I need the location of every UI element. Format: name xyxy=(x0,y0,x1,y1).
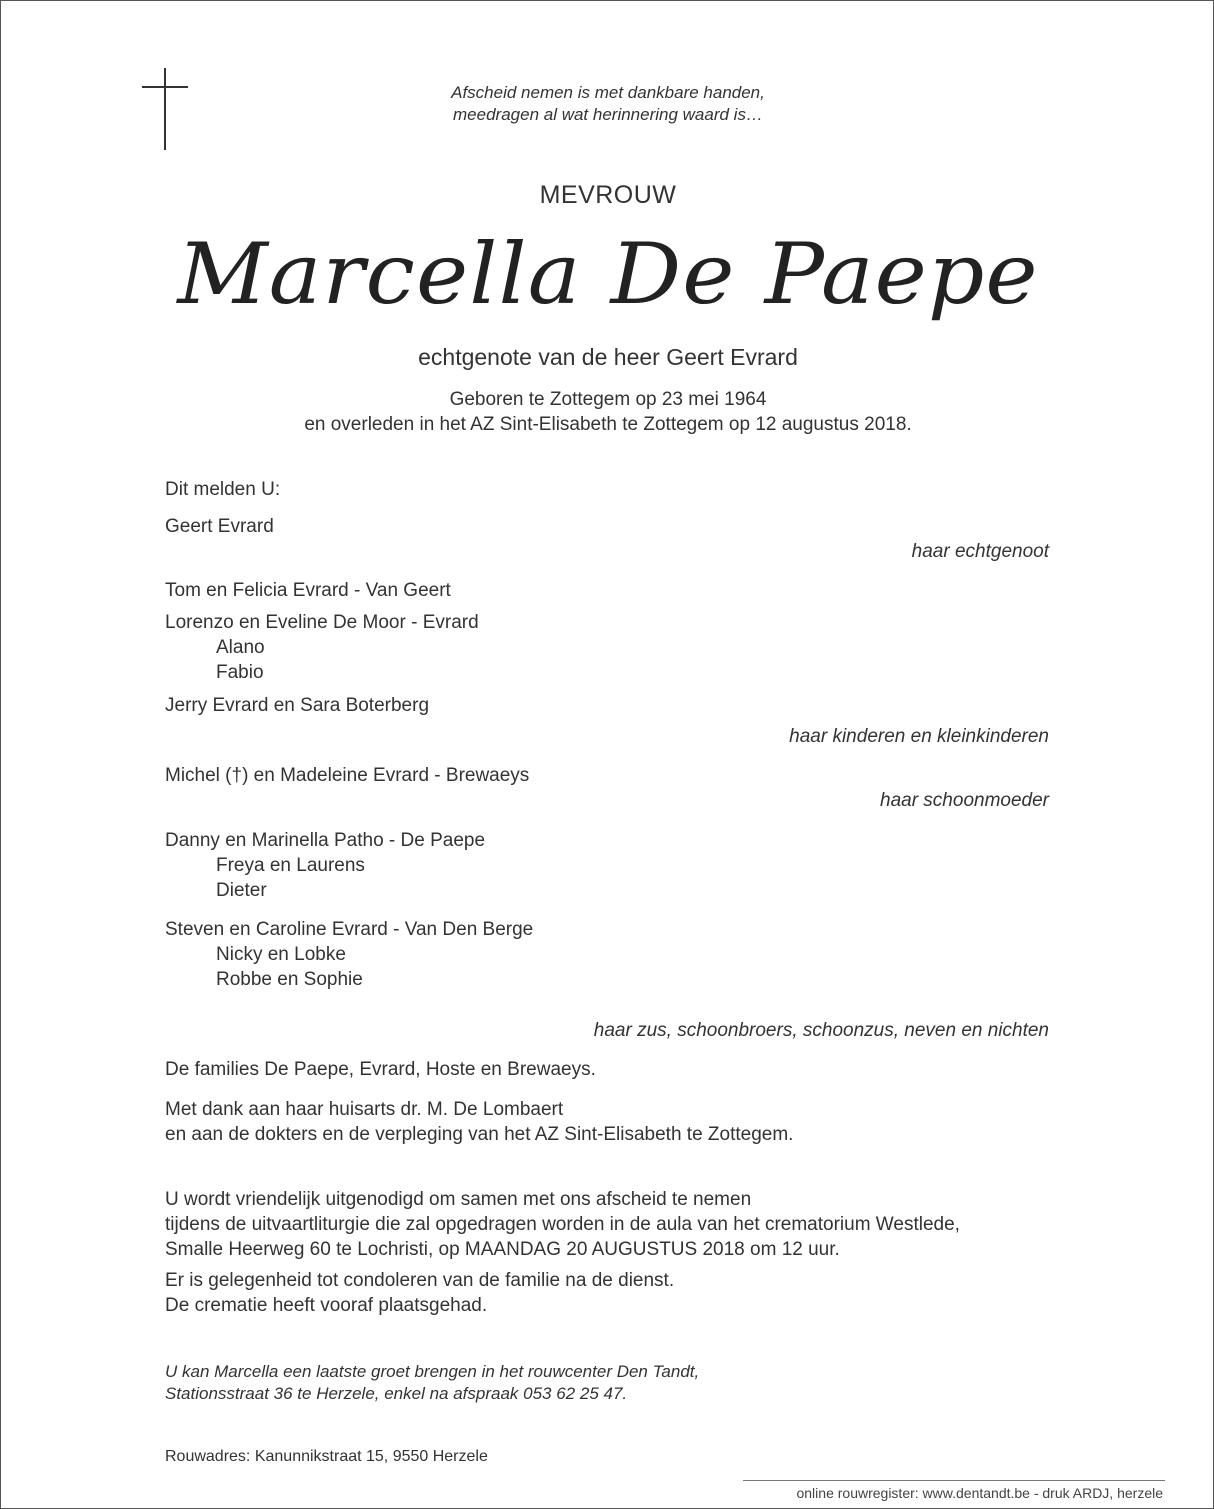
motto-line-2: meedragen al wat herinnering waard is… xyxy=(453,105,763,124)
family-member: Michel (†) en Madeleine Evrard - Brewaeys xyxy=(165,765,530,786)
family-member: Jerry Evrard en Sara Boterberg xyxy=(165,695,430,716)
footer-divider xyxy=(743,1480,1165,1481)
relation-label: haar zus, schoonbroers, schoonzus, neven en nichten xyxy=(593,1020,1049,1041)
visit-line-2: Stationsstraat 36 te Herzele, enkel na afspraak 053 62 25 47. xyxy=(165,1384,628,1403)
thanks-line-1: Met dank aan haar huisarts dr. M. De Lombaert xyxy=(165,1099,564,1120)
family-member: Alano xyxy=(216,637,265,658)
death-line: en overleden in het AZ Sint-Elisabeth te Zottegem op 12 augustus 2018. xyxy=(304,414,912,435)
family-member: Geert Evrard xyxy=(165,516,274,537)
invitation-line-5: De crematie heeft vooraf plaatsgehad. xyxy=(165,1295,488,1316)
invitation-line-4: Er is gelegenheid tot condoleren van de familie na de dienst. xyxy=(165,1270,675,1291)
announce-line: Dit melden U: xyxy=(165,479,281,500)
invitation-line-3: Smalle Heerweg 60 te Lochristi, op MAANDAG 20 AUGUSTUS 2018 om 12 uur. xyxy=(165,1239,840,1260)
relation-label: haar kinderen en kleinkinderen xyxy=(789,726,1049,747)
family-member: Robbe en Sophie xyxy=(216,969,363,990)
invitation-line-1: U wordt vriendelijk uitgenodigd om samen met ons afscheid te nemen xyxy=(165,1189,752,1210)
family-member: Nicky en Lobke xyxy=(216,944,346,965)
spouse-line: echtgenote van de heer Geert Evrard xyxy=(418,344,798,370)
families-line: De families De Paepe, Evrard, Hoste en Brewaeys. xyxy=(165,1059,596,1080)
family-member: Danny en Marinella Patho - De Paepe xyxy=(165,830,486,851)
visit-line-1: U kan Marcella een laatste groet brengen in het rouwcenter Den Tandt, xyxy=(165,1362,700,1381)
family-member: Freya en Laurens xyxy=(216,855,365,876)
honorific-title: MEVROUW xyxy=(539,181,677,209)
family-member: Steven en Caroline Evrard - Van Den Berge xyxy=(165,919,534,940)
relation-label: haar echtgenoot xyxy=(911,541,1049,562)
invitation-line-2: tijdens de uitvaartliturgie die zal opgedragen worden in de aula van het crematorium Westlede, xyxy=(165,1214,960,1235)
life-dates xyxy=(1,387,1214,437)
family-member: Fabio xyxy=(216,662,264,683)
motto xyxy=(1,82,1214,126)
relation-label: haar schoonmoeder xyxy=(880,790,1049,811)
family-member: Lorenzo en Eveline De Moor - Evrard xyxy=(165,612,479,633)
deceased-name: Marcella De Paepe xyxy=(177,225,1039,323)
family-member: Tom en Felicia Evrard - Van Geert xyxy=(165,580,451,601)
mourning-address: Rouwadres: Kanunnikstraat 15, 9550 Herzele xyxy=(165,1448,488,1465)
family-member: Dieter xyxy=(216,880,267,901)
birth-line: Geboren te Zottegem op 23 mei 1964 xyxy=(449,389,767,410)
thanks-line-2: en aan de dokters en de verpleging van het AZ Sint-Elisabeth te Zottegem. xyxy=(165,1124,794,1145)
visit-block xyxy=(165,1361,699,1405)
invitation-block xyxy=(165,1187,960,1318)
motto-line-1: Afscheid nemen is met dankbare handen, xyxy=(451,83,765,102)
thanks-block xyxy=(165,1097,793,1147)
footer-credits: online rouwregister: www.dentandt.be - druk ARDJ, herzele xyxy=(796,1485,1163,1501)
